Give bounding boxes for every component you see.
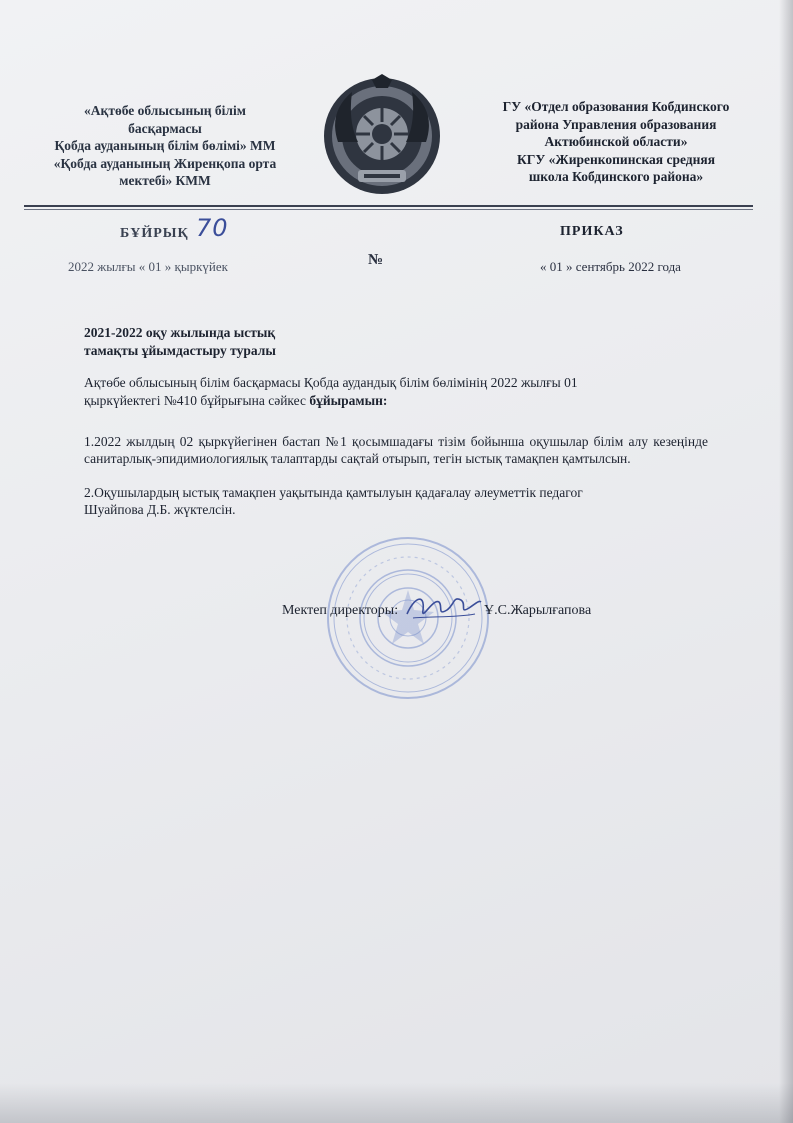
order-subject [84,324,276,360]
preamble-line-2-text: қыркүйектегі №410 бұйрығына сәйкес [84,393,310,408]
org-name-russian [470,98,762,186]
order-title-russian: ПРИКАЗ [560,224,624,239]
item-2-line-1: 2.Оқушылардың ыстық тамақпен уақытында қамтылуын қадағалау әлеуметтік педагог [84,485,583,500]
page-shadow-edge [779,0,793,1123]
order-title-kazakh: БҰЙРЫҚ [120,226,189,241]
org-kz-line-5: мектебі» КММ [119,173,211,188]
preamble-directive: бұйырамын: [309,393,388,408]
org-kz-line-4: «Қобда ауданының Жиренқопа орта [53,155,277,171]
org-kz-line-2: басқармасы [128,120,202,136]
order-item-2 [84,484,708,518]
order-date-russian: « 01 » сентябрь 2022 года [540,259,681,274]
kazakhstan-state-emblem-icon [318,72,446,200]
org-ru-line-2: района Управления образования [515,116,717,132]
order-number-handwritten: 70 [196,214,229,242]
director-name: Ұ.С.Жарылғапова [484,603,592,618]
subject-line-2: тамақты ұйымдастыру туралы [84,343,276,358]
order-preamble [84,374,724,410]
order-date-kazakh: 2022 жылғы « 01 » қыркүйек [68,259,228,274]
header-divider-thin [24,209,753,210]
preamble-line-2 [84,392,724,410]
subject-line-1: 2021-2022 оқу жылында ыстық [84,325,276,340]
order-item-1: 1.2022 жылдың 02 қыркүйегінен бастап №1 қосымшадағы тізім бойынша оқушылар білім алу кезеңінде санитарлық-эпидимиологиялық талаптарды сақтай отырып, тегін ыстық тамақпен қамтылсын. [84,434,708,466]
page-shadow-bottom [0,1083,793,1123]
order-number-sign: № [368,252,384,268]
header-divider [24,205,753,207]
handwritten-signature-icon [403,588,483,628]
org-ru-line-4: КГУ «Жиренкопинская средняя [516,151,716,167]
org-ru-line-1: ГУ «Отдел образования Кобдинского [502,99,730,114]
org-name-kazakh [30,102,300,190]
org-kz-line-3: Қобда ауданының білім бөлімі» ММ [54,138,276,153]
org-ru-line-3: Актюбинской области» [544,134,688,149]
item-2-line-2: Шуайпова Д.Б. жүктелсін. [84,502,236,517]
director-signature-label: Мектеп директоры: [282,603,399,618]
org-kz-line-1: «Ақтөбе облысының білім [84,103,246,118]
preamble-line-1: Ақтөбе облысының білім басқармасы Қобда аудандық білім бөлімінің 2022 жылғы 01 [84,375,578,390]
org-ru-line-5: школа Кобдинского района» [528,169,704,184]
